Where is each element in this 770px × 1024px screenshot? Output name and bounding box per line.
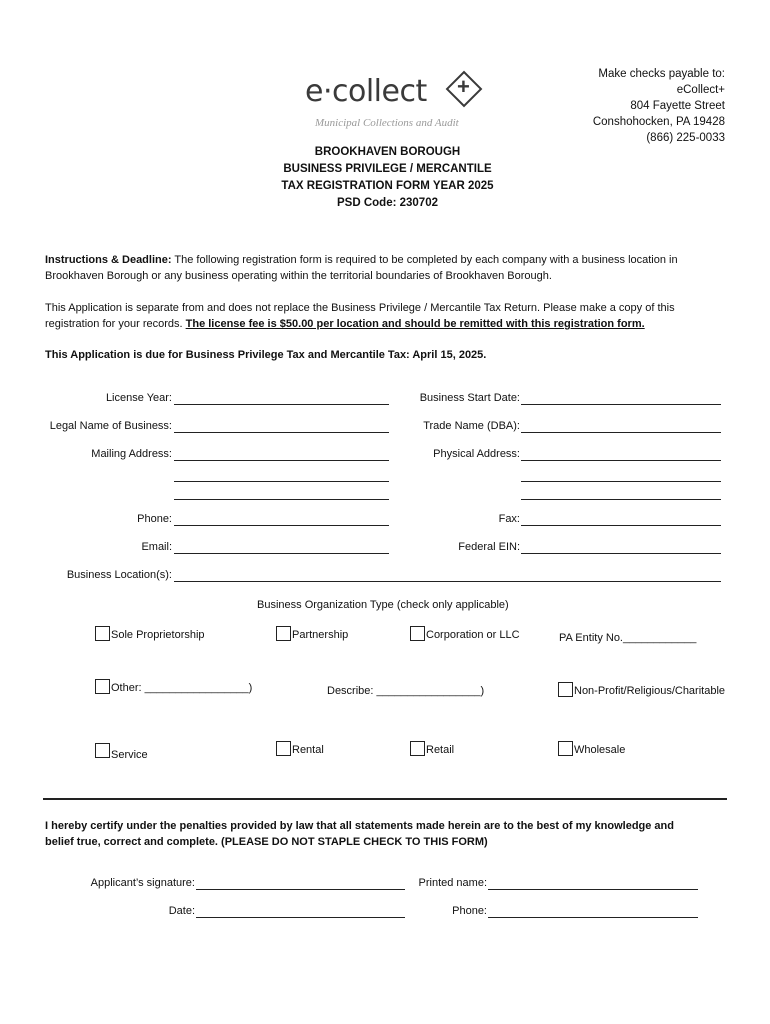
mailing-address-field-2[interactable] [174, 481, 389, 482]
phone-field[interactable] [174, 525, 389, 526]
applicant-signature-field[interactable] [196, 889, 405, 890]
partnership-option[interactable] [276, 626, 348, 641]
physical-address-field-1[interactable] [521, 460, 721, 461]
corporation-checkbox[interactable] [410, 626, 425, 641]
payable-street: 804 Fayette Street [630, 100, 725, 112]
logo-wordmark: e·collect [305, 74, 427, 109]
due-date-notice: This Application is due for Business Privilege Tax and Mercantile Tax: April 15, 2025. [45, 349, 487, 361]
wholesale-label: Wholesale [574, 744, 626, 756]
retail-label: Retail [426, 744, 455, 756]
nonprofit-option[interactable] [558, 682, 725, 697]
partnership-label: Partnership [292, 629, 349, 641]
trade-name-label: Trade Name (DBA): [423, 420, 520, 432]
rental-label: Rental [292, 744, 324, 756]
title-line-2: BUSINESS PRIVILEGE / MERCANTILE [283, 163, 492, 175]
form-title [230, 144, 545, 212]
other-checkbox[interactable] [95, 679, 110, 694]
other-label: Other: _________________) [111, 682, 253, 694]
sole-proprietorship-checkbox[interactable] [95, 626, 110, 641]
fax-label: Fax: [498, 513, 520, 525]
describe-field[interactable]: Describe: _________________) [327, 685, 485, 697]
payable-heading: Make checks payable to: [598, 68, 725, 80]
physical-address-field-3[interactable] [521, 499, 721, 500]
separate-text: This Application is separate from and does not replace the Business Privilege / Mercantile Tax Return. Please make a copy of this registration for your records. [45, 302, 675, 330]
service-option[interactable] [95, 743, 148, 761]
payable-name: eCollect+ [676, 84, 725, 96]
payable-address [593, 66, 725, 146]
sole-proprietorship-option[interactable] [95, 626, 205, 641]
corporation-option[interactable] [410, 626, 520, 641]
printed-name-label: Printed name: [418, 877, 487, 889]
title-line-1: BROOKHAVEN BOROUGH [314, 146, 461, 158]
email-field[interactable] [174, 553, 389, 554]
applicant-signature-label: Applicant’s signature: [90, 877, 195, 889]
payable-phone: (866) 225-0033 [646, 132, 725, 144]
service-checkbox[interactable] [95, 743, 110, 758]
section-divider [43, 798, 727, 800]
corporation-label: Corporation or LLC [426, 629, 520, 641]
org-type-heading: Business Organization Type (check only applicable) [257, 599, 509, 611]
other-option[interactable] [95, 679, 252, 694]
payable-city: Conshohocken, PA 19428 [592, 116, 725, 128]
mailing-address-field-1[interactable] [174, 460, 389, 461]
certification-statement: I hereby certify under the penalties provided by law that all statements made herein are to the best of my knowledge and belief true, correct and complete. (PLEASE DO NOT STAPLE CHECK TO THIS FORM) [45, 820, 674, 848]
signature-phone-field[interactable] [488, 917, 698, 918]
ein-label: Federal EIN: [458, 541, 520, 553]
business-locations-field[interactable] [174, 581, 721, 582]
sole-proprietorship-label: Sole Proprietorship [111, 629, 205, 641]
ecollect-logo [305, 70, 485, 132]
signature-phone-label: Phone: [452, 905, 487, 917]
plus-icon: + [457, 74, 470, 99]
rental-option[interactable] [276, 741, 324, 756]
nonprofit-label: Non-Profit/Religious/Charitable [574, 685, 726, 697]
printed-name-field[interactable] [488, 889, 698, 890]
date-label: Date: [168, 905, 195, 917]
business-locations-label: Business Location(s): [66, 569, 172, 581]
wholesale-checkbox[interactable] [558, 741, 573, 756]
logo-tagline: Municipal Collections and Audit [315, 117, 459, 129]
nonprofit-checkbox[interactable] [558, 682, 573, 697]
license-year-field[interactable] [174, 404, 389, 405]
legal-name-label: Legal Name of Business: [49, 420, 172, 432]
title-line-4: PSD Code: 230702 [337, 197, 438, 209]
rental-checkbox[interactable] [276, 741, 291, 756]
retail-option[interactable] [410, 741, 454, 756]
fax-field[interactable] [521, 525, 721, 526]
ein-field[interactable] [521, 553, 721, 554]
wholesale-option[interactable] [558, 741, 625, 756]
start-date-field[interactable] [521, 404, 721, 405]
phone-label: Phone: [137, 513, 172, 525]
trade-name-field[interactable] [521, 432, 721, 433]
start-date-label: Business Start Date: [419, 392, 520, 404]
instructions-label: Instructions & Deadline: [45, 254, 172, 266]
separate-paragraph [45, 300, 725, 332]
partnership-checkbox[interactable] [276, 626, 291, 641]
mailing-address-field-3[interactable] [174, 499, 389, 500]
title-line-3: TAX REGISTRATION FORM YEAR 2025 [281, 180, 494, 192]
physical-address-label: Physical Address: [433, 448, 520, 460]
license-year-label: License Year: [105, 392, 172, 404]
pa-entity-field[interactable]: PA Entity No.____________ [559, 632, 697, 644]
email-label: Email: [141, 541, 172, 553]
fee-note: The license fee is $50.00 per location and should be remitted with this registration form. [185, 318, 645, 330]
instructions-paragraph [45, 252, 725, 284]
legal-name-field[interactable] [174, 432, 389, 433]
service-label: Service [111, 749, 148, 761]
mailing-address-label: Mailing Address: [91, 448, 172, 460]
physical-address-field-2[interactable] [521, 481, 721, 482]
date-field[interactable] [196, 917, 405, 918]
instructions-text: The following registration form is required to be completed by each company with a business location in Brookhaven Borough or any business operating within the territorial boundaries of Brookhaven Borough. [45, 254, 678, 282]
retail-checkbox[interactable] [410, 741, 425, 756]
